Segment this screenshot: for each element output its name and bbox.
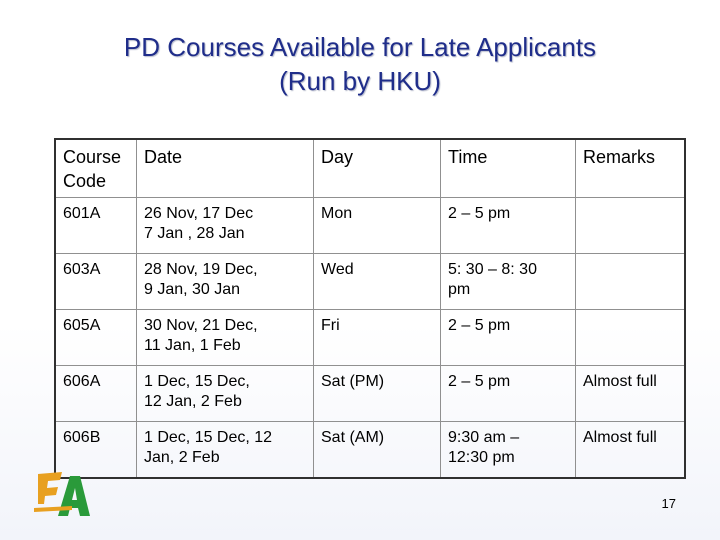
cell-date-line: 1 Dec, 15 Dec, — [144, 373, 250, 390]
slide-title — [0, 30, 720, 98]
cell-time — [441, 310, 576, 366]
table-row — [55, 310, 685, 366]
cell-code: 605A — [55, 310, 137, 366]
cell-day: Sat (AM) — [314, 422, 441, 479]
table-row — [55, 254, 685, 310]
cell-code: 606B — [55, 422, 137, 479]
cell-date-line: Jan, 2 Feb — [144, 449, 220, 466]
cell-time — [441, 422, 576, 479]
header-day: Day — [314, 139, 441, 198]
ea-logo-icon — [32, 468, 92, 520]
cell-day: Wed — [314, 254, 441, 310]
cell-time-line: pm — [448, 281, 471, 298]
cell-date-line: 26 Nov, 17 Dec — [144, 205, 254, 222]
cell-time — [441, 366, 576, 422]
slide-title-line1: PD Courses Available for Late Applicants — [123, 32, 597, 62]
table-row — [55, 366, 685, 422]
cell-date-line: 30 Nov, 21 Dec, — [144, 317, 258, 334]
cell-time — [441, 254, 576, 310]
header-remarks: Remarks — [576, 139, 686, 198]
cell-time-line: 9:30 am – — [448, 429, 520, 446]
table-row — [55, 198, 685, 254]
slide-title-line2: (Run by HKU) — [279, 66, 441, 96]
cell-remarks — [576, 198, 686, 254]
cell-time — [441, 198, 576, 254]
cell-remarks: Almost full — [576, 366, 686, 422]
header-course-code: Course Code — [55, 139, 137, 198]
cell-date-line: 28 Nov, 19 Dec, — [144, 261, 258, 278]
cell-time-line: 2 – 5 pm — [448, 373, 511, 390]
cell-day: Mon — [314, 198, 441, 254]
cell-date-line: 12 Jan, 2 Feb — [144, 393, 242, 410]
page-number: 17 — [661, 496, 676, 511]
cell-day: Fri — [314, 310, 441, 366]
cell-time-line: 2 – 5 pm — [448, 205, 511, 222]
cell-time-line: 5: 30 – 8: 30 — [448, 261, 537, 278]
cell-date-line: 7 Jan , 28 Jan — [144, 225, 245, 242]
cell-date — [137, 198, 314, 254]
cell-time-line: 12:30 pm — [448, 449, 515, 466]
cell-remarks — [576, 254, 686, 310]
header-date: Date — [137, 139, 314, 198]
cell-day: Sat (PM) — [314, 366, 441, 422]
cell-date — [137, 422, 314, 479]
cell-time-line: 2 – 5 pm — [448, 317, 511, 334]
cell-date — [137, 310, 314, 366]
cell-date — [137, 366, 314, 422]
cell-date — [137, 254, 314, 310]
table-header-row — [55, 139, 685, 198]
cell-code: 601A — [55, 198, 137, 254]
cell-date-line: 1 Dec, 15 Dec, 12 — [144, 429, 273, 446]
cell-remarks: Almost full — [576, 422, 686, 479]
cell-date-line: 11 Jan, 1 Feb — [144, 337, 241, 354]
cell-code: 606A — [55, 366, 137, 422]
cell-remarks — [576, 310, 686, 366]
cell-code: 603A — [55, 254, 137, 310]
table-row — [55, 422, 685, 479]
course-table — [54, 138, 686, 479]
cell-date-line: 9 Jan, 30 Jan — [144, 281, 241, 298]
header-time: Time — [441, 139, 576, 198]
